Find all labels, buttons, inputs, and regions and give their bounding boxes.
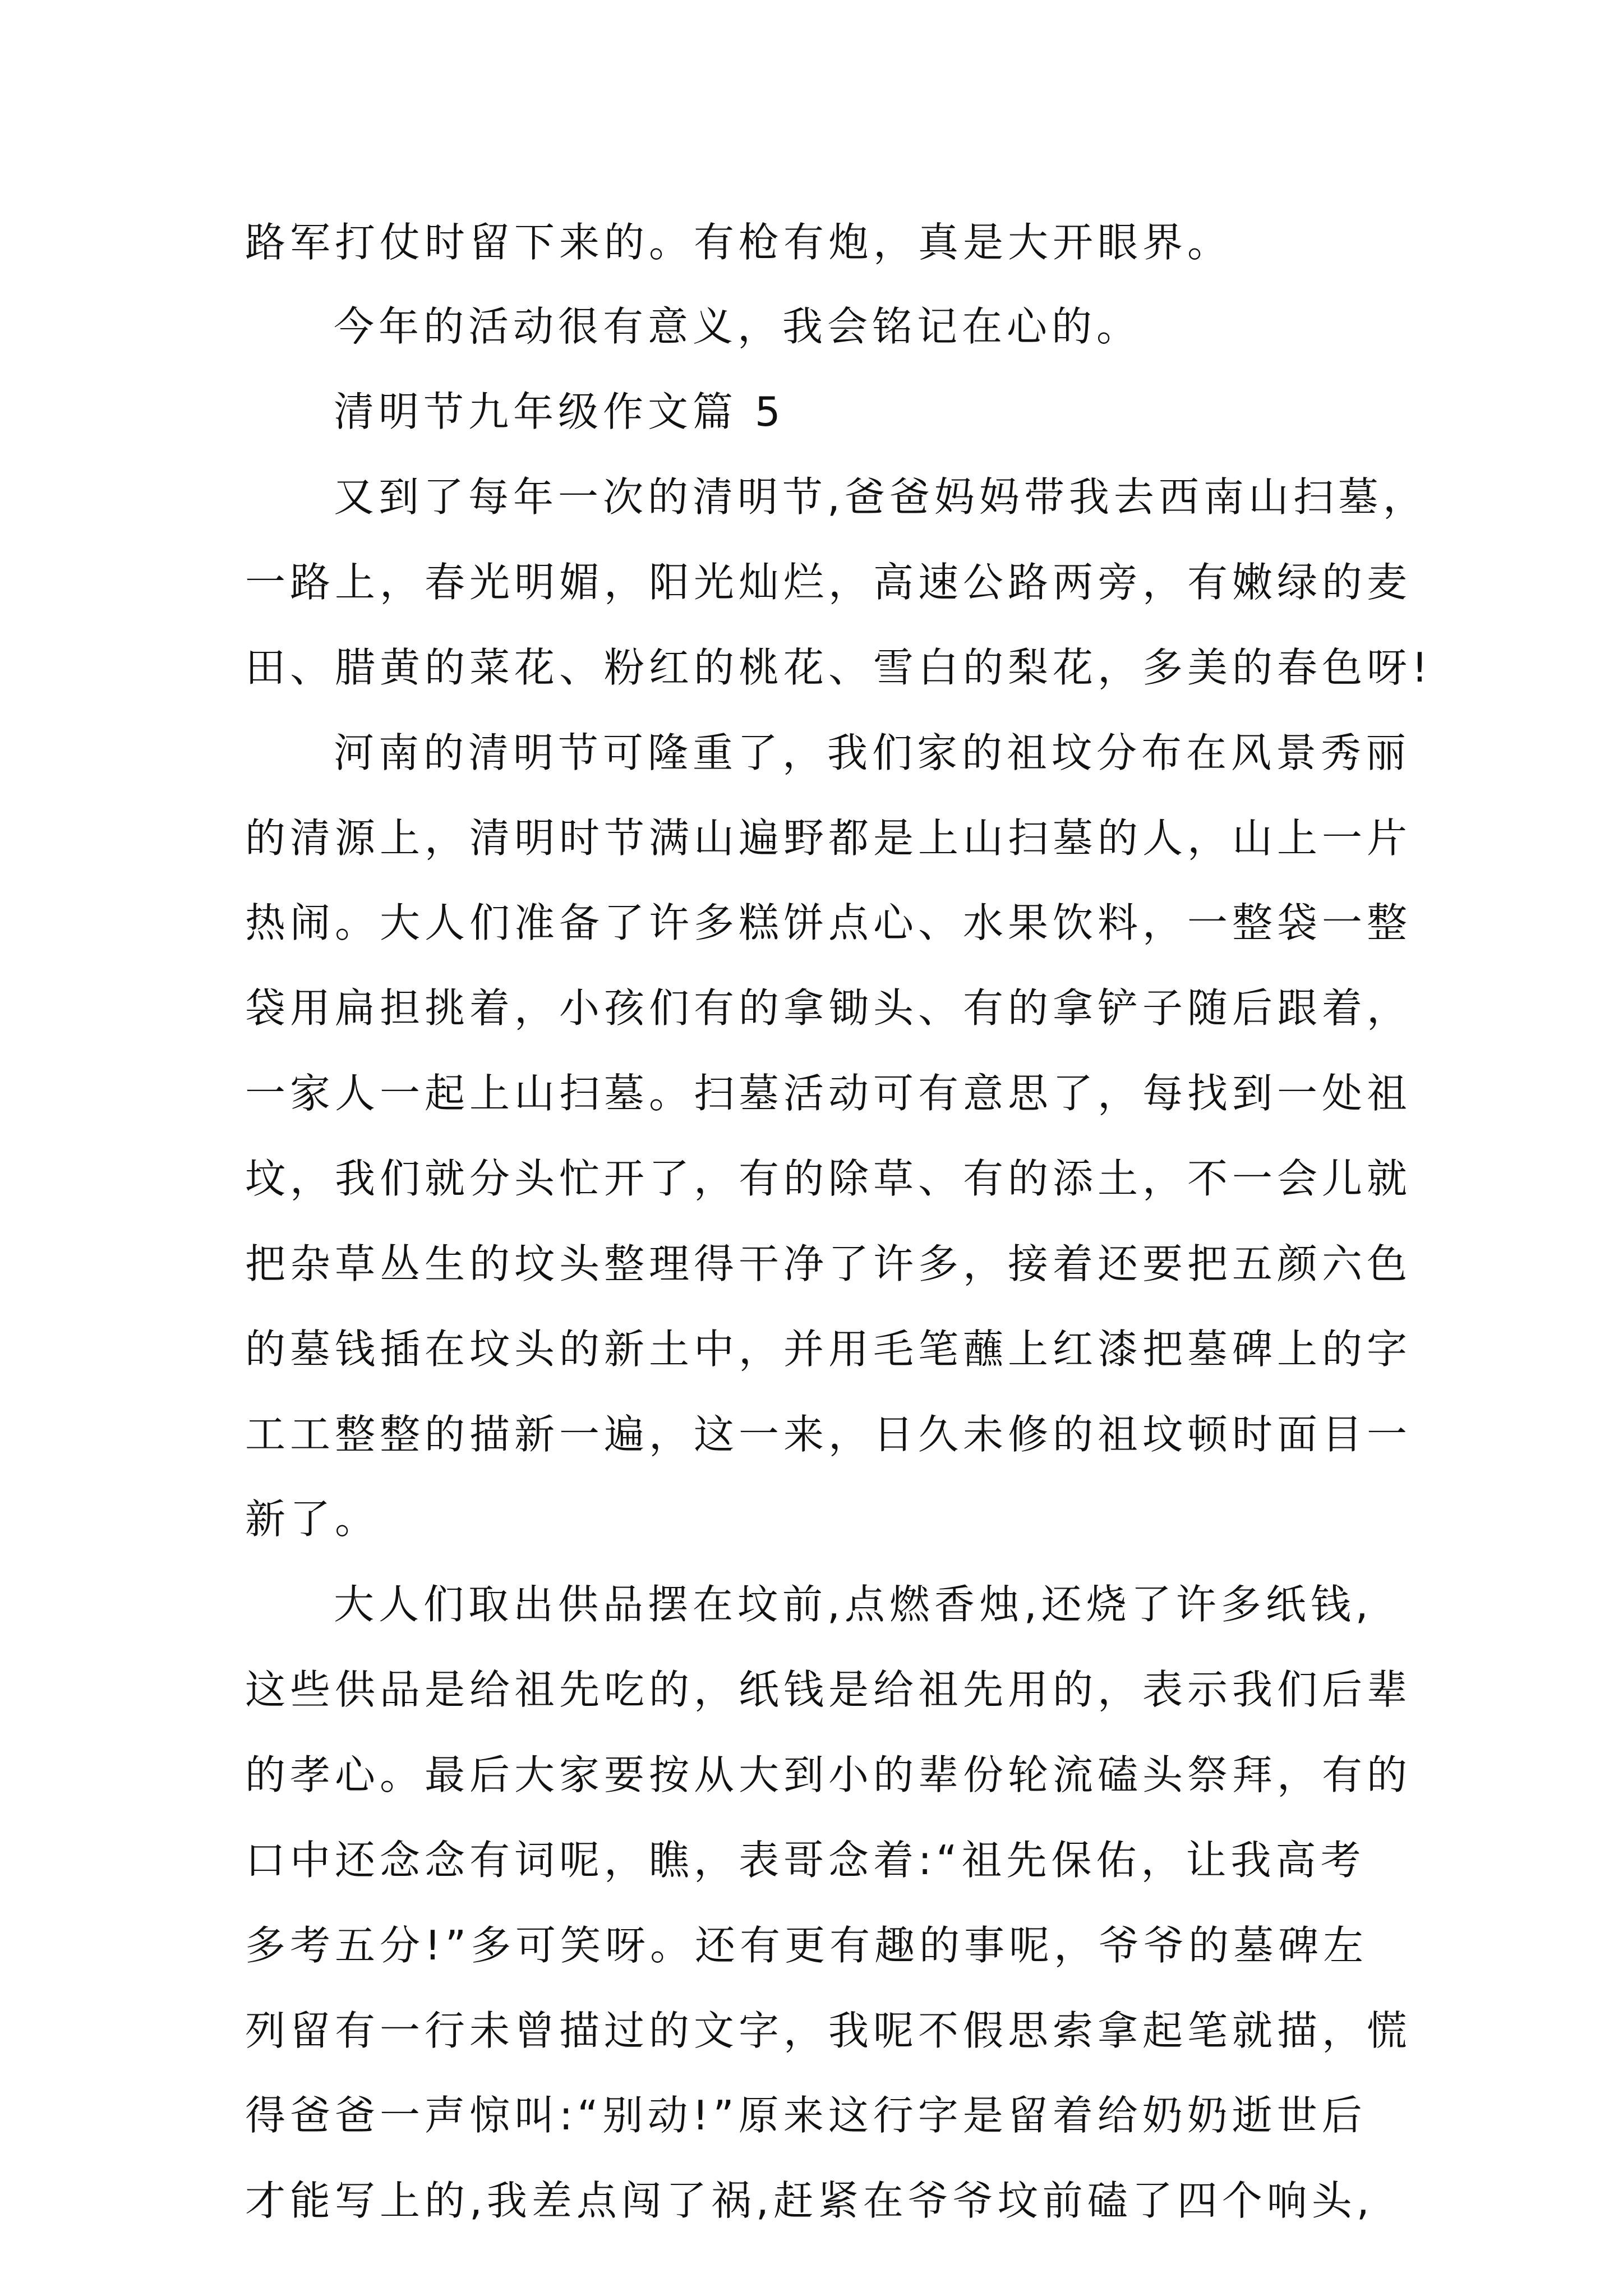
text-line: 多考五分!”多可笑呀。还有更有趣的事呢，爷爷的墓碑左 — [245, 1922, 1368, 1969]
text-line: 得爸爸一声惊叫:“别动!”原来这行字是留着给奶奶逝世后 — [245, 2092, 1367, 2139]
text-line: 田、腊黄的菜花、粉红的桃花、雪白的梨花，多美的春色呀! — [245, 644, 1432, 691]
text-line: 列留有一行未曾描过的文字，我呢不假思索拿起笔就描，慌 — [245, 2007, 1412, 2054]
text-line: 今年的活动很有意义，我会铭记在心的。 — [334, 303, 1142, 350]
text-line: 一路上，春光明媚，阳光灿烂，高速公路两旁，有嫩绿的麦 — [245, 559, 1412, 606]
text-line: 才能写上的,我差点闯了祸,赶紧在爷爷坟前磕了四个响头, — [245, 2177, 1374, 2224]
text-line: 路军打仗时留下来的。有枪有炮，真是大开眼界。 — [245, 219, 1233, 266]
section-heading: 清明节九年级作文篇 5 — [334, 388, 785, 435]
text-line: 一家人一起上山扫墓。扫墓活动可有意思了，每找到一处祖 — [245, 1070, 1412, 1117]
text-line: 的墓钱插在坟头的新土中，并用毛笔蘸上红漆把墓碑上的字 — [245, 1326, 1412, 1373]
text-line: 的清源上，清明时节满山遍野都是上山扫墓的人，山上一片 — [245, 815, 1412, 862]
text-line: 口中还念念有词呢，瞧，表哥念着:“祖先保佑，让我高考 — [245, 1837, 1366, 1884]
text-line: 的孝心。最后大家要按从大到小的辈份轮流磕头祭拜，有的 — [245, 1751, 1412, 1798]
text-line: 袋用扁担挑着，小孩们有的拿锄头、有的拿铲子随后跟着， — [245, 984, 1412, 1032]
text-line: 把杂草丛生的坟头整理得干净了许多，接着还要把五颜六色 — [245, 1240, 1412, 1287]
text-line: 工工整整的描新一遍，这一来，日久未修的祖坟顿时面目一 — [245, 1411, 1412, 1458]
text-line: 大人们取出供品摆在坟前,点燃香烛,还烧了许多纸钱, — [334, 1581, 1373, 1628]
text-line: 坟，我们就分头忙开了，有的除草、有的添土，不一会儿就 — [245, 1155, 1412, 1202]
text-line: 新了。 — [245, 1496, 380, 1543]
text-line: 热闹。大人们准备了许多糕饼点心、水果饮料，一整袋一整 — [245, 899, 1412, 946]
text-line: 河南的清明节可隆重了，我们家的祖坟分布在风景秀丽 — [334, 729, 1411, 776]
text-line: 又到了每年一次的清明节,爸爸妈妈带我去西南山扫墓， — [334, 473, 1428, 521]
text-line: 这些供品是给祖先吃的，纸钱是给祖先用的，表示我们后辈 — [245, 1666, 1412, 1713]
